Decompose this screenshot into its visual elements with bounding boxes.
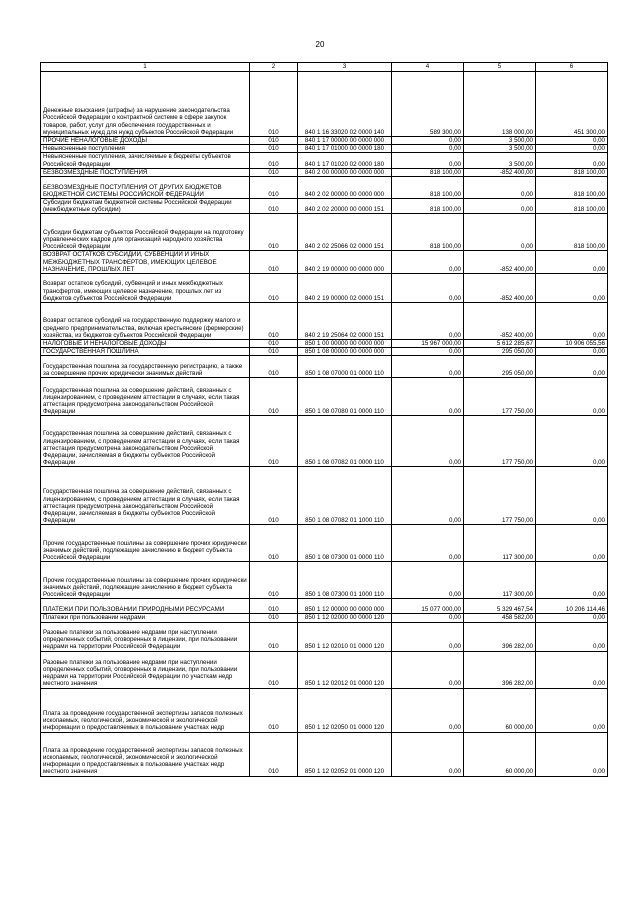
table-row — [41, 153, 608, 168]
row-col4: 0,00 — [392, 356, 464, 378]
row-group: 010 — [250, 168, 298, 176]
row-code: 840 2 19 00000 02 0000 151 — [298, 274, 392, 303]
row-col6: 0,00 — [536, 153, 608, 168]
row-code: 850 1 08 07000 01 0000 110 — [298, 356, 392, 378]
row-col6: 818 100,00 — [536, 199, 608, 214]
row-name: Государственная пошлина за государственную регистрацию, а также за совершение прочих юридически значимых действий — [41, 356, 250, 378]
row-group: 010 — [250, 274, 298, 303]
row-name: Государственная пошлина за совершение действий, связанных с лицензированием, с проведением аттестации в случаях, если такая аттестация предусмотрена законодательством Российской Федерации — [41, 378, 250, 416]
row-col4: 0,00 — [392, 303, 464, 340]
header-row — [41, 63, 608, 72]
row-group: 010 — [250, 651, 298, 688]
row-col6: 0,00 — [536, 251, 608, 274]
row-col4: 0,00 — [392, 651, 464, 688]
row-col4: 0,00 — [392, 251, 464, 274]
row-group: 010 — [250, 356, 298, 378]
row-name: НАЛОГОВЫЕ И НЕНАЛОГОВЫЕ ДОХОДЫ — [41, 340, 250, 348]
row-name: Невыясненные поступления, зачисляемые в бюджеты субъектов Российской Федерации — [41, 153, 250, 168]
row-name: Платежи при пользовании недрами — [41, 614, 250, 622]
row-col4: 15 077 000,00 — [392, 599, 464, 614]
row-col6: 0,00 — [536, 356, 608, 378]
row-col6: 0,00 — [536, 467, 608, 525]
row-code: 850 1 08 07080 01 0000 110 — [298, 378, 392, 416]
row-col6: 0,00 — [536, 688, 608, 732]
row-col4: 0,00 — [392, 614, 464, 622]
row-group: 010 — [250, 303, 298, 340]
row-col4: 589 300,00 — [392, 72, 464, 137]
row-code: 840 2 19 25064 02 0000 151 — [298, 303, 392, 340]
row-name: ПРОЧИЕ НЕНАЛОГОВЫЕ ДОХОДЫ — [41, 137, 250, 145]
row-col4: 0,00 — [392, 562, 464, 599]
table-row — [41, 214, 608, 251]
row-name: Плата за проведение государственной экспертизы запасов полезных ископаемых, геологической, экономической и экологической информации о предоставляемых в пользование участках недр — [41, 688, 250, 732]
row-col6: 818 100,00 — [536, 214, 608, 251]
row-col6: 0,00 — [536, 416, 608, 467]
row-group: 010 — [250, 153, 298, 168]
row-col6: 0,00 — [536, 732, 608, 776]
row-name: БЕЗВОЗМЕЗДНЫЕ ПОСТУПЛЕНИЯ — [41, 168, 250, 176]
table-row — [41, 614, 608, 622]
table-row — [41, 137, 608, 145]
row-code: 850 1 12 02012 01 0000 120 — [298, 651, 392, 688]
row-group: 010 — [250, 251, 298, 274]
row-name: Разовые платежи за пользование недрами при наступлении определенных событий, оговоренных в лицензии, при пользовании недрами на территории Российской Федерации — [41, 622, 250, 651]
header-col-3: 3 — [298, 63, 392, 72]
row-code: 850 1 08 07300 01 0000 110 — [298, 525, 392, 562]
row-col4: 0,00 — [392, 467, 464, 525]
row-col6: 0,00 — [536, 562, 608, 599]
row-col5: 396 282,00 — [464, 622, 536, 651]
row-name: Разовые платежи за пользование недрами при наступлении определенных событий, оговоренных в лицензии, при пользовании недрами на территории Российской Федерации по участкам недр местного значения — [41, 651, 250, 688]
page-number: 20 — [315, 40, 325, 49]
row-col6: 0,00 — [536, 303, 608, 340]
row-col6: 0,00 — [536, 378, 608, 416]
row-code: 840 2 00 00000 00 0000 000 — [298, 168, 392, 176]
row-col5: 3 500,00 — [464, 153, 536, 168]
row-name: Возврат остатков субсидий на государственную поддержку малого и среднего предпринимательства, включая крестьянские (фермерские) хозяйства, из бюджетов субъектов Российской Федерации — [41, 303, 250, 340]
row-col4: 818 100,00 — [392, 214, 464, 251]
table-row — [41, 274, 608, 303]
table-row — [41, 199, 608, 214]
table-row — [41, 651, 608, 688]
row-col4: 0,00 — [392, 153, 464, 168]
row-col4: 0,00 — [392, 145, 464, 153]
row-col5: 458 582,00 — [464, 614, 536, 622]
row-col5: 177 750,00 — [464, 378, 536, 416]
row-group: 010 — [250, 525, 298, 562]
table-row — [41, 416, 608, 467]
row-name: ГОСУДАРСТВЕННАЯ ПОШЛИНА — [41, 348, 250, 356]
table-row — [41, 688, 608, 732]
header-col-1: 1 — [41, 63, 250, 72]
row-col4: 0,00 — [392, 688, 464, 732]
table-row — [41, 145, 608, 153]
row-code: 840 2 19 00000 00 0000 000 — [298, 251, 392, 274]
row-name: Субсидии бюджетам бюджетной системы Российской Федерации (межбюджетные субсидии) — [41, 199, 250, 214]
row-col6: 451 300,00 — [536, 72, 608, 137]
row-col6: 10 206 114,46 — [536, 599, 608, 614]
table-row — [41, 303, 608, 340]
row-group: 010 — [250, 416, 298, 467]
row-group: 010 — [250, 622, 298, 651]
header-col-2: 2 — [250, 63, 298, 72]
row-col4: 0,00 — [392, 732, 464, 776]
row-group: 010 — [250, 145, 298, 153]
row-name: Субсидии бюджетам субъектов Российской Федерации на подготовку управленческих кадров для организаций народного хозяйства Российской Федерации — [41, 214, 250, 251]
row-code: 850 1 08 07300 01 1000 110 — [298, 562, 392, 599]
row-col5: 5 612 285,67 — [464, 340, 536, 348]
row-name: ВОЗВРАТ ОСТАТКОВ СУБСИДИЙ, СУБВЕНЦИЙ И ИНЫХ МЕЖБЮДЖЕТНЫХ ТРАНСФЕРТОВ, ИМЕЮЩИХ ЦЕЛЕВОЕ НАЗНАЧЕНИЕ, ПРОШЛЫХ ЛЕТ — [41, 251, 250, 274]
row-group: 010 — [250, 348, 298, 356]
row-name: Возврат остатков субсидий, субвенций и иных межбюджетных трансфертов, имеющих целевое назначение, прошлых лет из бюджетов субъектов Российской Федерации — [41, 274, 250, 303]
header-col-5: 5 — [464, 63, 536, 72]
row-group: 010 — [250, 467, 298, 525]
table-row — [41, 251, 608, 274]
row-col6: 0,00 — [536, 622, 608, 651]
row-name: Денежные взыскания (штрафы) за нарушение законодательства Российской Федерации о контрактной системе в сфере закупок товаров, работ, услуг для обеспечения государственных и муниципальных нужд для нужд субъектов Российской Федерации — [41, 72, 250, 137]
row-col5: 295 050,00 — [464, 356, 536, 378]
table-row — [41, 732, 608, 776]
row-group: 010 — [250, 599, 298, 614]
row-code: 850 1 12 02000 00 0000 120 — [298, 614, 392, 622]
table-row — [41, 340, 608, 348]
row-code: 840 1 17 01020 02 0000 180 — [298, 153, 392, 168]
row-group: 010 — [250, 378, 298, 416]
row-col5: 0,00 — [464, 177, 536, 199]
row-code: 840 1 17 00000 00 0000 000 — [298, 137, 392, 145]
row-col4: 818 100,00 — [392, 199, 464, 214]
row-group: 010 — [250, 177, 298, 199]
row-group: 010 — [250, 214, 298, 251]
row-code: 850 1 12 02052 01 0000 120 — [298, 732, 392, 776]
table-row — [41, 467, 608, 525]
row-col5: 117 300,00 — [464, 562, 536, 599]
row-col5: 0,00 — [464, 199, 536, 214]
row-col4: 0,00 — [392, 348, 464, 356]
row-group: 010 — [250, 732, 298, 776]
row-col5: 3 500,00 — [464, 137, 536, 145]
row-group: 010 — [250, 72, 298, 137]
row-col5: -852 400,00 — [464, 274, 536, 303]
row-code: 850 1 12 02010 01 0000 120 — [298, 622, 392, 651]
row-col5: 138 000,00 — [464, 72, 536, 137]
row-code: 850 1 08 07082 01 1000 110 — [298, 467, 392, 525]
table-row — [41, 622, 608, 651]
row-group: 010 — [250, 562, 298, 599]
row-name: Государственная пошлина за совершение действий, связанных с лицензированием, с проведением аттестации в случаях, если такая аттестация предусмотрена законодательством Российской Федерации, зачисляемая в бюджеты субъектов Российской Федерации — [41, 467, 250, 525]
row-col4: 0,00 — [392, 525, 464, 562]
row-code: 850 1 08 07082 01 0000 110 — [298, 416, 392, 467]
row-col4: 0,00 — [392, 622, 464, 651]
row-name: БЕЗВОЗМЕЗДНЫЕ ПОСТУПЛЕНИЯ ОТ ДРУГИХ БЮДЖЕТОВ БЮДЖЕТНОЙ СИСТЕМЫ РОССИЙСКОЙ ФЕДЕРАЦИИ — [41, 177, 250, 199]
row-code: 840 2 02 20000 00 0000 151 — [298, 199, 392, 214]
table-row — [41, 356, 608, 378]
row-name: Прочие государственные пошлины за совершение прочих юридически значимых действий, подлежащие зачислению в бюджет субъекта Российской Федерации — [41, 562, 250, 599]
row-col5: 177 750,00 — [464, 416, 536, 467]
row-col5: -852 400,00 — [464, 303, 536, 340]
row-col5: -852 400,00 — [464, 251, 536, 274]
row-col5: 295 050,00 — [464, 348, 536, 356]
table-row — [41, 562, 608, 599]
table-row — [41, 599, 608, 614]
row-col5: 3 500,00 — [464, 145, 536, 153]
table-row — [41, 378, 608, 416]
row-col4: 818 100,00 — [392, 168, 464, 176]
row-code: 840 2 02 00000 00 0000 000 — [298, 177, 392, 199]
row-code: 850 1 08 00000 00 0000 000 — [298, 348, 392, 356]
table-row — [41, 168, 608, 176]
row-col5: 5 329 467,54 — [464, 599, 536, 614]
row-name: Государственная пошлина за совершение действий, связанных с лицензированием, с проведением аттестации в случаях, если такая аттестация предусмотрена законодательством Российской Федерации, зачисляемая в бюджеты субъектов Российской Федерации — [41, 416, 250, 467]
row-group: 010 — [250, 199, 298, 214]
row-name: Плата за проведение государственной экспертизы запасов полезных ископаемых, геологической, экономической и экологической информации о предоставляемых в пользование участках недр местного значения — [41, 732, 250, 776]
row-group: 010 — [250, 137, 298, 145]
row-col5: -852 400,00 — [464, 168, 536, 176]
row-code: 850 1 00 00000 00 0000 000 — [298, 340, 392, 348]
row-col4: 15 967 000,00 — [392, 340, 464, 348]
table-row — [41, 72, 608, 137]
row-col4: 0,00 — [392, 378, 464, 416]
row-col6: 0,00 — [536, 614, 608, 622]
row-col4: 0,00 — [392, 416, 464, 467]
row-col4: 0,00 — [392, 274, 464, 303]
row-name: ПЛАТЕЖИ ПРИ ПОЛЬЗОВАНИИ ПРИРОДНЫМИ РЕСУРСАМИ — [41, 599, 250, 614]
row-code: 840 2 02 25066 02 0000 151 — [298, 214, 392, 251]
budget-table — [40, 62, 608, 777]
row-col5: 60 000,00 — [464, 732, 536, 776]
row-code: 850 1 12 00000 00 0000 000 — [298, 599, 392, 614]
row-col6: 0,00 — [536, 525, 608, 562]
row-col6: 0,00 — [536, 348, 608, 356]
row-col5: 117 300,00 — [464, 525, 536, 562]
header-col-6: 6 — [536, 63, 608, 72]
row-col6: 0,00 — [536, 274, 608, 303]
row-group: 010 — [250, 688, 298, 732]
row-group: 010 — [250, 614, 298, 622]
row-name: Невыясненные поступления — [41, 145, 250, 153]
row-col6: 0,00 — [536, 137, 608, 145]
row-col5: 177 750,00 — [464, 467, 536, 525]
header-col-4: 4 — [392, 63, 464, 72]
row-col5: 396 282,00 — [464, 651, 536, 688]
row-code: 850 1 12 02050 01 0000 120 — [298, 688, 392, 732]
row-group: 010 — [250, 340, 298, 348]
table-row — [41, 348, 608, 356]
row-code: 840 1 17 01000 00 0000 180 — [298, 145, 392, 153]
row-col6: 818 100,00 — [536, 177, 608, 199]
row-col6: 0,00 — [536, 145, 608, 153]
row-col4: 818 100,00 — [392, 177, 464, 199]
row-code: 840 1 16 33020 02 0000 140 — [298, 72, 392, 137]
table-row — [41, 525, 608, 562]
row-col5: 60 000,00 — [464, 688, 536, 732]
row-col6: 818 100,00 — [536, 168, 608, 176]
row-col6: 10 906 055,56 — [536, 340, 608, 348]
row-col6: 0,00 — [536, 651, 608, 688]
table-row — [41, 177, 608, 199]
row-col4: 0,00 — [392, 137, 464, 145]
row-name: Прочие государственные пошлины за совершение прочих юридически значимых действий, подлежащие зачислению в бюджет субъекта Российской Федерации — [41, 525, 250, 562]
row-col5: 0,00 — [464, 214, 536, 251]
